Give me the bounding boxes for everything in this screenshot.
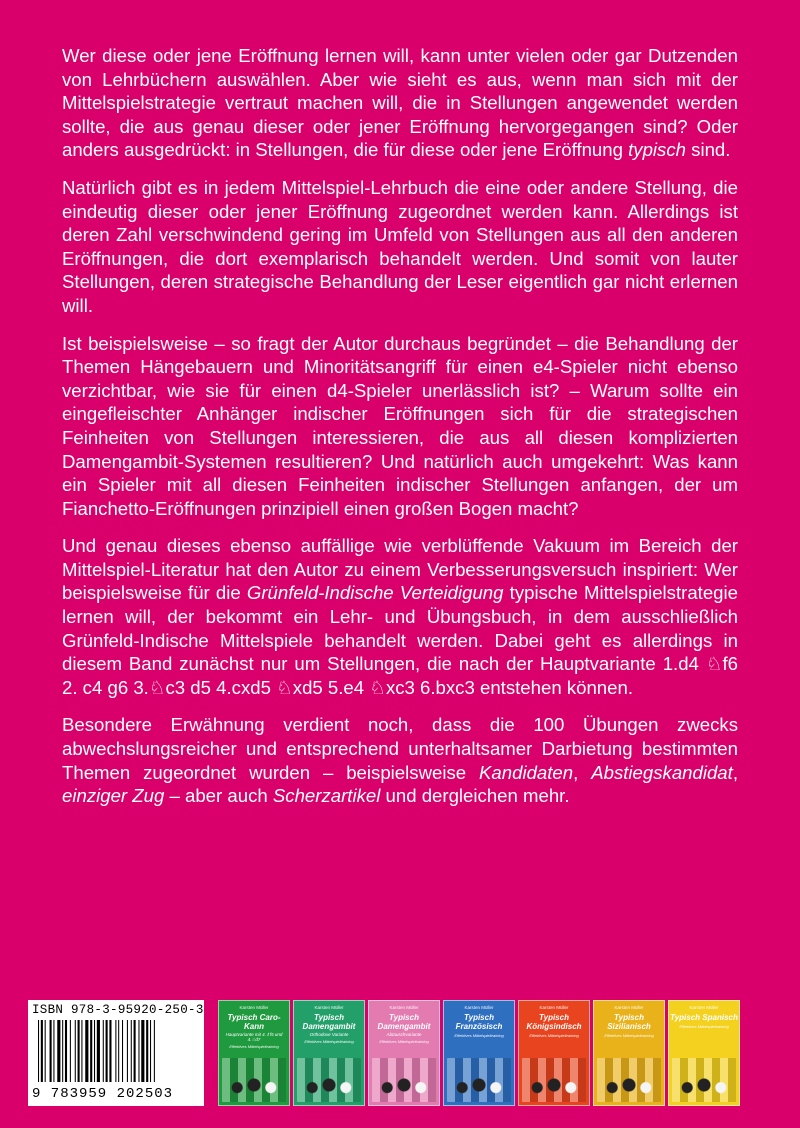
book-author: Karsten Müller xyxy=(464,1005,494,1010)
barcode-bar xyxy=(62,1020,63,1082)
chessboard-illustration xyxy=(522,1058,586,1102)
barcode-bar xyxy=(118,1020,119,1082)
barcode-number: 9 783959 202503 xyxy=(32,1086,174,1102)
barcode-bar xyxy=(53,1020,54,1082)
chessboard-illustration xyxy=(297,1058,361,1102)
book-tag: Effektives Mittelspieltraining xyxy=(454,1033,504,1038)
barcode-bar xyxy=(106,1020,108,1082)
book-cover-thumbnail xyxy=(443,1000,515,1106)
book-tag: Effektives Mittelspieltraining xyxy=(604,1033,654,1038)
book-subtitle: Abtauschvariante xyxy=(386,1032,422,1037)
barcode-bar xyxy=(127,1020,128,1082)
book-author: Karsten Müller xyxy=(539,1005,569,1010)
chessboard-illustration xyxy=(222,1058,286,1102)
barcode-bar xyxy=(38,1020,39,1082)
barcode-bar xyxy=(65,1020,67,1082)
text-run: sind. xyxy=(686,139,731,161)
barcode-graphic xyxy=(38,1020,196,1082)
barcode-bar xyxy=(41,1020,43,1082)
italic-text: typisch xyxy=(628,139,686,161)
book-tag: Effektives Mittelspieltraining xyxy=(304,1039,354,1044)
book-tag: Effektives Mittelspieltraining xyxy=(679,1024,729,1029)
barcode-bar xyxy=(131,1020,132,1082)
book-author: Karsten Müller xyxy=(389,1005,419,1010)
book-tag: Effektives Mittelspieltraining xyxy=(529,1033,579,1038)
italic-text: Abstiegskandidat xyxy=(591,761,733,783)
book-title: Typisch Damengambit xyxy=(302,1013,356,1031)
barcode-bar xyxy=(50,1020,52,1082)
book-author: Karsten Müller xyxy=(314,1005,344,1010)
paragraph xyxy=(62,44,738,162)
book-cover-thumbnail xyxy=(293,1000,365,1106)
barcode-bar xyxy=(75,1020,76,1082)
barcode-bar xyxy=(154,1020,155,1082)
text-run: Wer diese oder jene Eröffnung lernen will, kann unter vielen oder gar Dutzenden von Lehrbüchern auswählen. Aber wie sieht es aus, wenn man sich mit der Mittelspielstrategie vertraut machen will, die in Stellungen angewendet werden sollte, die aus genau dieser oder jener Eröffnung hervorgegangen sind? Oder anders ausgedrückt: in Stellungen, die für diese oder jene Eröffnung xyxy=(62,45,738,161)
text-run: und dergleichen mehr. xyxy=(380,785,570,807)
barcode-bar xyxy=(109,1020,111,1082)
text-run: – aber auch xyxy=(164,785,273,807)
text-run: Und genau dieses ebenso auffällige wie verblüffende Vakuum im Bereich der Mittelspiel-Literatur hat den Autor zu einem Verbesserungsversuch inspiriert: Wer beispielsweise für die xyxy=(62,535,738,604)
italic-text: einziger Zug xyxy=(62,785,165,807)
barcode-bar xyxy=(78,1020,80,1082)
book-cover-thumbnail xyxy=(218,1000,290,1106)
book-title: Typisch Königsindisch xyxy=(526,1013,582,1031)
book-title: Typisch Französisch xyxy=(455,1013,503,1031)
paragraph xyxy=(62,713,738,807)
isbn-label: ISBN 978-3-95920-250-3 xyxy=(32,1003,204,1017)
barcode-bar xyxy=(97,1020,100,1082)
book-cover-thumbnail xyxy=(368,1000,440,1106)
book-title: Typisch Spanisch xyxy=(670,1013,738,1022)
barcode-bar xyxy=(45,1020,46,1082)
barcode-bar xyxy=(115,1020,116,1082)
book-tag: Effektives Mittelspieltraining xyxy=(379,1039,429,1044)
italic-text: Grünfeld-Indische Verteidigung xyxy=(246,582,504,604)
paragraph xyxy=(62,176,738,318)
italic-text: Scherzartikel xyxy=(272,785,381,807)
paragraph xyxy=(62,332,738,521)
book-cover-thumbnail xyxy=(668,1000,740,1106)
barcode-bar xyxy=(134,1020,136,1082)
book-title: Typisch Damengambit xyxy=(377,1013,431,1031)
barcode-bar xyxy=(150,1020,151,1082)
book-subtitle: Hauptvariante mit 4.♗f5 und 4.♘d7 xyxy=(225,1032,283,1042)
book-cover-thumbnail xyxy=(593,1000,665,1106)
barcode-bar xyxy=(103,1020,104,1082)
barcode-bar xyxy=(94,1020,95,1082)
barcode-bar xyxy=(141,1020,144,1082)
book-author: Karsten Müller xyxy=(239,1005,269,1010)
book-author: Karsten Müller xyxy=(614,1005,644,1010)
text-run: Ist beispielsweise – so fragt der Autor durchaus begründet – die Behandlung der Themen Hängebauern und Minoritätsangriff für einen e4-Spieler nicht ebenso verzichtbar, wie sie für einen d4-Spieler unerlässlich ist? – Warum sollte ein eingefleischter Anhänger indischer Eröffnungen sich für die strategischen Feinheiten von Stellungen interessieren, die aus all diesen komplizierten Damengambit-Systemen resultieren? Und natürlich auch umgekehrt: Was kann ein Spieler mit all diesen Feinheiten indischer Stellungen anfangen, der um Fianchetto-Eröffnungen prinzipiell einen großen Bogen macht? xyxy=(62,332,738,519)
text-run: , xyxy=(573,761,592,783)
book-author: Karsten Müller xyxy=(689,1005,719,1010)
chessboard-illustration xyxy=(372,1058,436,1102)
text-run: , xyxy=(732,761,738,783)
blurb-text xyxy=(62,44,738,822)
barcode-bar xyxy=(90,1020,92,1082)
chessboard-illustration xyxy=(597,1058,661,1102)
barcode-bar xyxy=(85,1020,88,1082)
barcode-bar xyxy=(146,1020,148,1082)
isbn-barcode-box xyxy=(28,1000,204,1106)
barcode-bar xyxy=(122,1020,123,1082)
barcode-bar xyxy=(81,1020,82,1082)
chessboard-illustration xyxy=(672,1058,736,1102)
paragraph xyxy=(62,534,738,699)
italic-text: Kandidaten xyxy=(479,761,574,783)
barcode-bar xyxy=(138,1020,139,1082)
book-cover-thumbnail xyxy=(518,1000,590,1106)
text-run: Natürlich gibt es in jedem Mittelspiel-Lehrbuch die eine oder andere Stellung, die eindeutig dieser oder jener Eröffnung zugeordnet werden kann. Allerdings ist deren Zahl verschwindend gering im Umfeld von Stellungen aus all den anderen Eröffnungen, die dort exemplarisch behandelt werden. Und somit von lauter Stellungen, deren strategische Behandlung der Leser eigentlich gar nicht erlernen will. xyxy=(62,176,738,316)
text-run: typische Mittelspielstrategie lernen will, der bekommt ein Lehr- und Übungsbuch, in dem ausschließlich Grünfeld-Indische Mittelspiele behandelt werden. Dabei geht es allerdings in diesem Band zunächst nur um Stellungen, die nach der Hauptvariante 1.d4 ♘f6 2. c4 g6 3.♘c3 d5 4.cxd5 ♘xd5 5.e4 ♘xc3 6.bxc3 entstehen können. xyxy=(62,582,738,698)
book-tag: Effektives Mittelspieltraining xyxy=(229,1044,279,1049)
book-title: Typisch Caro-Kann xyxy=(227,1013,281,1031)
barcode-bar xyxy=(57,1020,60,1082)
text-run: Besondere Erwähnung verdient noch, dass die 100 Übungen zwecks abwechslungsreicher und entsprechend unterhaltsamer Darbietung bestimmten Themen zugeordnet wurden – beispielsweise xyxy=(62,714,738,783)
book-title: Typisch Sizilianisch xyxy=(607,1013,651,1031)
chessboard-illustration xyxy=(447,1058,511,1102)
book-subtitle: Orthodoxe Variante xyxy=(309,1032,349,1037)
barcode-bar xyxy=(70,1020,71,1082)
